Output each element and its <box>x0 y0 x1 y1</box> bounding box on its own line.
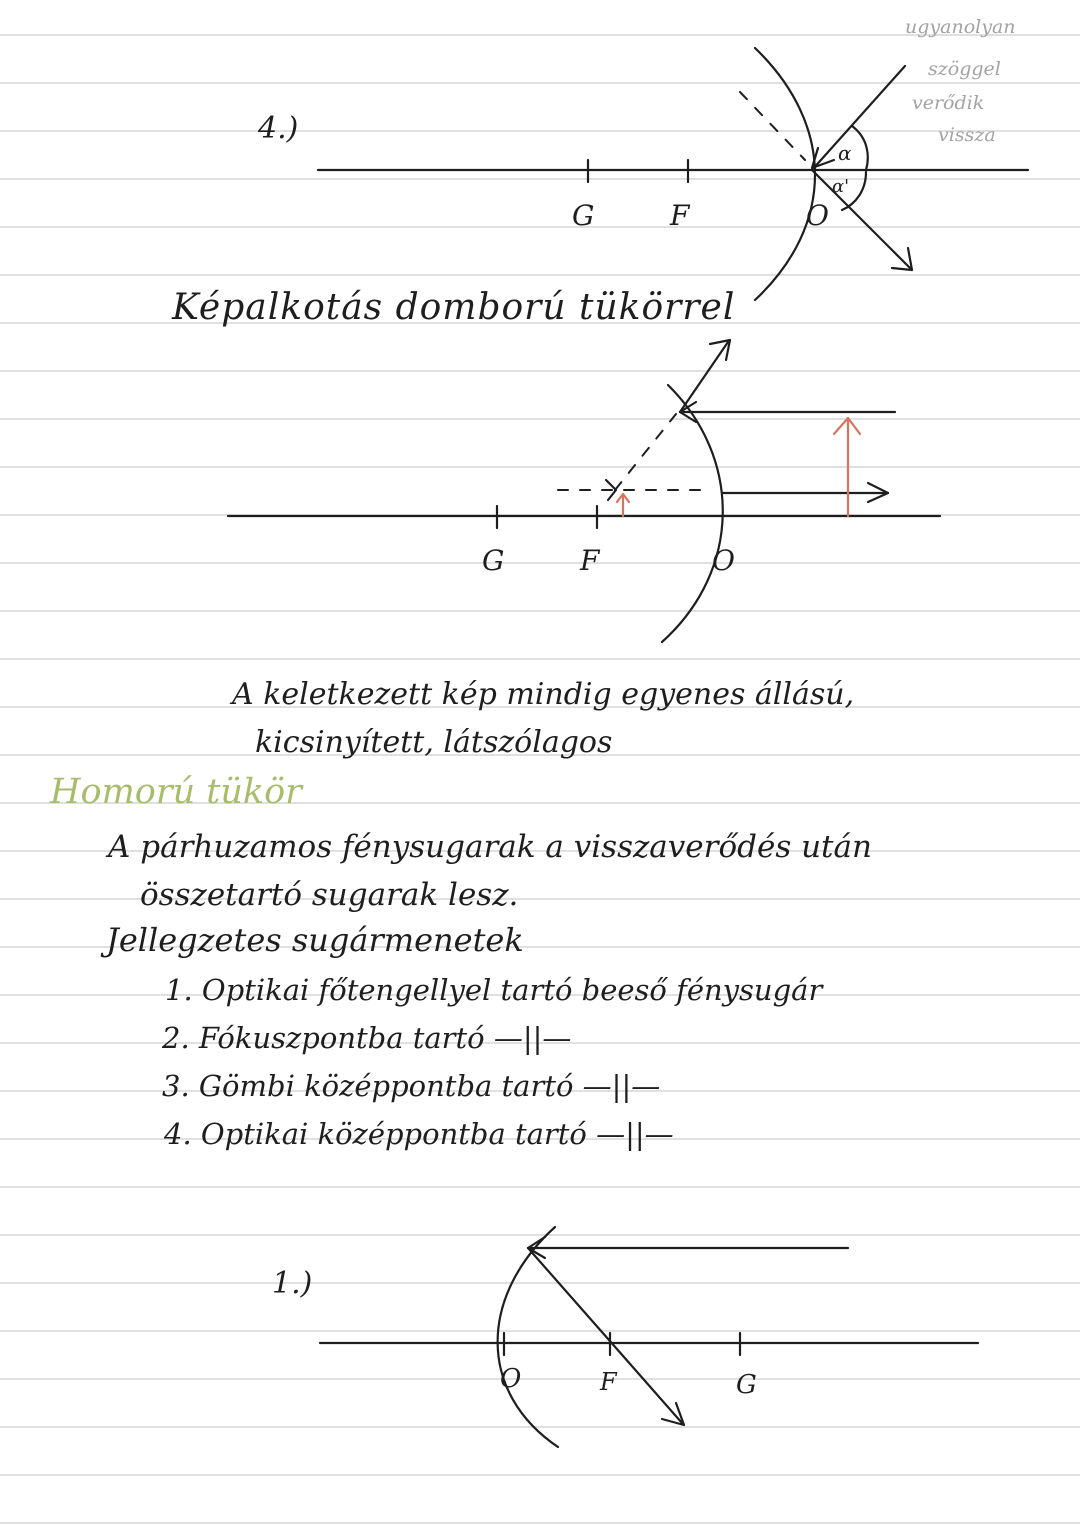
point-label-g: G <box>482 544 505 577</box>
virtual-ray-dashed <box>615 414 676 490</box>
angle-label-incident: α <box>838 141 852 165</box>
convex-mirror-arc <box>662 385 723 642</box>
convex-note-line-2: kicsinyített, látszólagos <box>255 725 613 760</box>
point-label-f: F <box>580 544 600 577</box>
reflected-ray <box>528 1248 682 1423</box>
concave-heading: Homorú tükör <box>50 772 302 812</box>
ray-item: 2. Fókuszpontba tartó —||— <box>162 1021 572 1055</box>
ray-item: 3. Gömbi középpontba tartó —||— <box>162 1069 661 1103</box>
diagram-label: 1.) <box>272 1266 313 1301</box>
convex-heading: Képalkotás domború tükörrel <box>172 287 736 328</box>
point-label-o: O <box>806 199 829 232</box>
concave-intro-line-2: összetartó sugarak lesz. <box>140 877 519 913</box>
point-label-f: F <box>670 199 690 232</box>
rays-heading: Jellegzetes sugármenetek <box>106 921 524 959</box>
side-note-line: ugyanolyan <box>905 16 1016 38</box>
point-label-o: O <box>500 1364 522 1394</box>
side-note-line: vissza <box>938 124 996 146</box>
angle-label-reflected: α' <box>832 176 850 197</box>
point-label-g: G <box>572 199 595 232</box>
incident-ray <box>812 66 905 170</box>
reflected-ray-top <box>680 342 728 412</box>
side-note-line: verődik <box>912 92 985 114</box>
convex-note-line-1: A keletkezett kép mindig egyenes állású, <box>232 677 855 712</box>
convex-mirror-arc <box>755 48 815 300</box>
ray-item: 1. Optikai főtengellyel tartó beeső fénysugár <box>165 973 823 1007</box>
diagram-concave-parallel <box>0 1215 1080 1460</box>
diagram-label: 4.) <box>258 111 299 146</box>
ray-item: 4. Optikai középpontba tartó —||— <box>164 1117 674 1151</box>
point-label-o: O <box>712 544 735 577</box>
side-note-line: szöggel <box>928 58 1001 80</box>
angle-arc-incident <box>852 126 868 170</box>
diagram-convex-reflection <box>0 30 1080 300</box>
concave-mirror-arc <box>498 1227 558 1447</box>
concave-intro-line-1: A párhuzamos fénysugarak a visszaverődés után <box>108 829 872 865</box>
diagram-convex-image <box>0 330 1080 650</box>
point-label-f: F <box>600 1368 617 1396</box>
point-label-g: G <box>736 1370 757 1400</box>
